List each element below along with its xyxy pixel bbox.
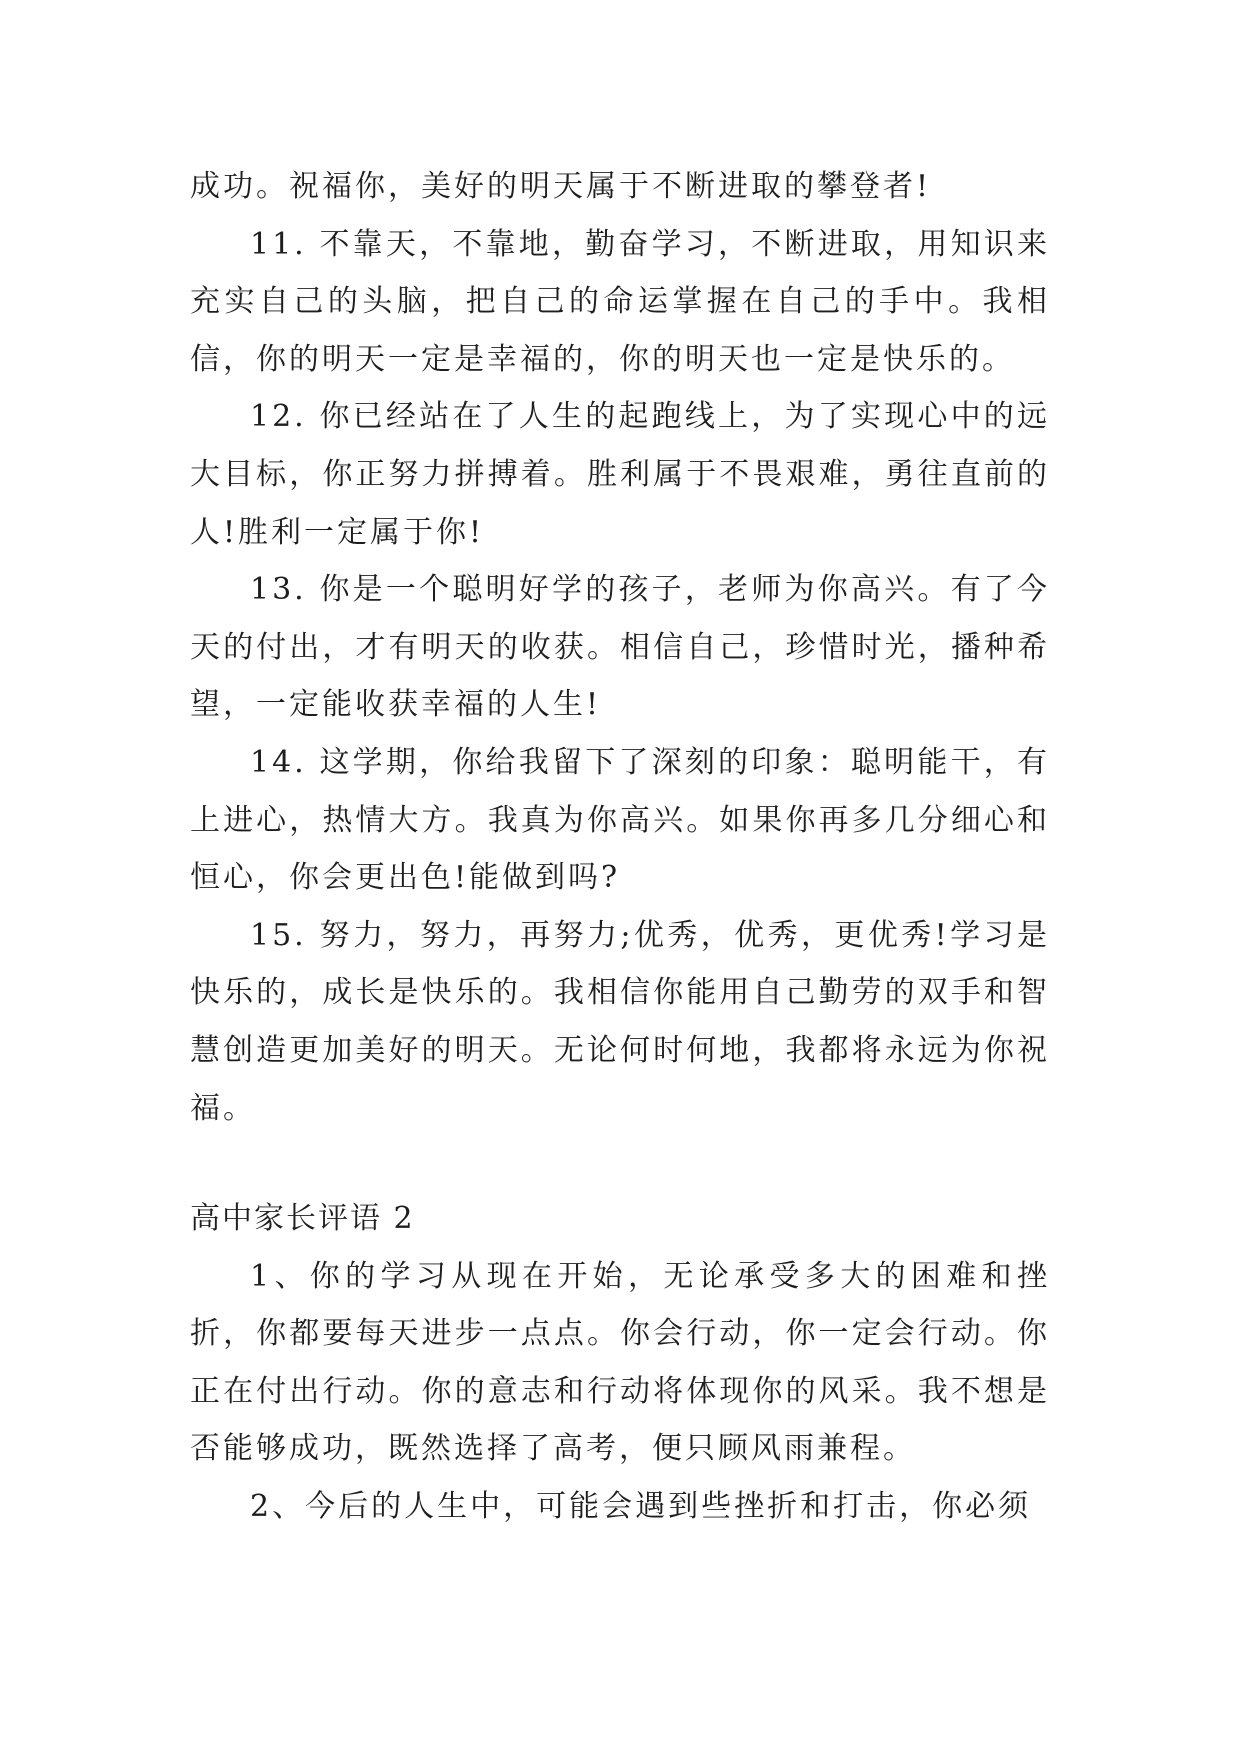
paragraph-item-2: 2、今后的人生中，可能会遇到些挫折和打击，你必须 bbox=[250, 1489, 1032, 1525]
section-heading: 高中家长评语 2 bbox=[190, 1201, 415, 1237]
document-page bbox=[190, 158, 1050, 1536]
paragraph-item-15: 15. 努力，努力，再努力;优秀，优秀，更优秀!学习是快乐的，成长是快乐的。我相信你能用自己勤劳的双手和智慧创造更加美好的明天。无论何时何地，我都将永远为你祝福。 bbox=[190, 917, 1050, 1126]
paragraph-item-11: 11. 不靠天，不靠地，勤奋学习，不断进取，用知识来充实自己的头脑，把自己的命运掌握在自己的手中。我相信，你的明天一定是幸福的，你的明天也一定是快乐的。 bbox=[190, 226, 1050, 377]
paragraph-item-12: 12. 你已经站在了人生的起跑线上，为了实现心中的远大目标，你正努力拼搏着。胜利属于不畏艰难，勇往直前的人!胜利一定属于你! bbox=[190, 399, 1050, 550]
paragraph-item-1: 1、你的学习从现在开始，无论承受多大的困难和挫折，你都要每天进步一点点。你会行动，你一定会行动。你正在付出行动。你的意志和行动将体现你的风采。我不想是否能够成功，既然选择了高考，便只顾风雨兼程。 bbox=[190, 1258, 1050, 1467]
paragraph-item-14: 14. 这学期，你给我留下了深刻的印象：聪明能干，有上进心，热情大方。我真为你高兴。如果你再多几分细心和恒心，你会更出色!能做到吗? bbox=[190, 744, 1050, 896]
paragraph-continuation: 成功。祝福你，美好的明天属于不断进取的攀登者! bbox=[190, 169, 932, 204]
paragraph-item-13: 13. 你是一个聪明好学的孩子，老师为你高兴。有了今天的付出，才有明天的收获。相信自己，珍惜时光，播种希望，一定能收获幸福的人生! bbox=[190, 572, 1050, 723]
